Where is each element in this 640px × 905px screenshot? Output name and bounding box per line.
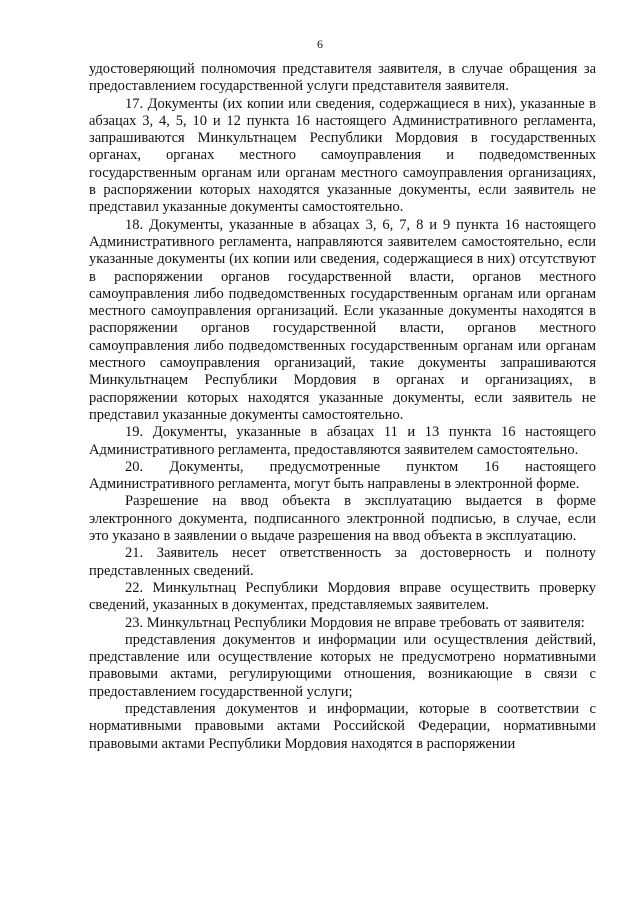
paragraph-continuation: удостоверяющий полномочия представителя заявителя, в случае обращения за предоставлением государственной услуги представителя заявителя. <box>89 61 596 95</box>
paragraph-item-20: 20. Документы, предусмотренные пунктом 16 настоящего Административного регламента, могут быть направлены в электронной форме. <box>89 458 596 493</box>
paragraph-item-23: 23. Минкультнац Республики Мордовия не вправе требовать от заявителя: <box>125 614 585 631</box>
paragraph-item-18: 18. Документы, указанные в абзацах 3, 6, 7, 8 и 9 пункта 16 настоящего Административного регламента, направляются заявителем самостоятельно, если указанные документы (их копии или сведения, содержащиеся в них) отсутствуют в распоряжении органов государственной власти, органов местного самоуправления либо подведомственных государственным органам или органам местного самоуправления организаций. Если указанные документы находятся в распоряжении органов государственной власти, органов местного самоуправления либо подведомственных государственным органам или органам местного самоуправления организаций, такие документы запрашиваются Минкультнацем Республики Мордовия в органах и организациях, в распоряжении которых находятся указанные документы, если заявитель не представил указанные документы самостоятельно. <box>89 216 596 423</box>
paragraph-electronic-permit: Разрешение на ввод объекта в эксплуатацию выдается в форме электронного документа, подписанного электронной подписью, в случае, если это указано в заявлении о выдаче разрешения на ввод объекта в эксплуатацию. <box>89 493 596 545</box>
document-body <box>89 61 596 753</box>
paragraph-item-19: 19. Документы, указанные в абзацах 11 и 13 пункта 16 настоящего Административного регламента, предоставляются заявителем самостоятельно. <box>89 424 596 458</box>
paragraph-item-17: 17. Документы (их копии или сведения, содержащиеся в них), указанные в абзацах 3, 4, 5, 10 и 12 пункта 16 настоящего Административного регламента, запрашиваются Минкультнацем Республики Мордовия в государственных органах, органах местного самоуправления и подведомственных государственным органам или органам местного самоуправления организациях, в распоряжении которых находятся указанные документы, если заявитель не представил указанные документы самостоятельно. <box>89 95 596 216</box>
paragraph-item-23-clause-1: представления документов и информации или осуществления действий, представление или осуществление которых не предусмотрено нормативными правовыми актами, регулирующими отношения, возникающие в связи с предоставлением государственной услуги; <box>89 631 596 700</box>
paragraph-item-21: 21. Заявитель несет ответственность за достоверность и полноту представленных сведений. <box>89 545 596 579</box>
page-number: 6 <box>317 37 323 51</box>
paragraph-item-23-clause-2: представления документов и информации, которые в соответствии с нормативными правовыми актами Российской Федерации, нормативными правовыми актами Республики Мордовия находятся в распоряжении <box>89 700 596 752</box>
paragraph-item-22: 22. Минкультнац Республики Мордовия вправе осуществить проверку сведений, указанных в документах, представляемых заявителем. <box>89 579 596 614</box>
